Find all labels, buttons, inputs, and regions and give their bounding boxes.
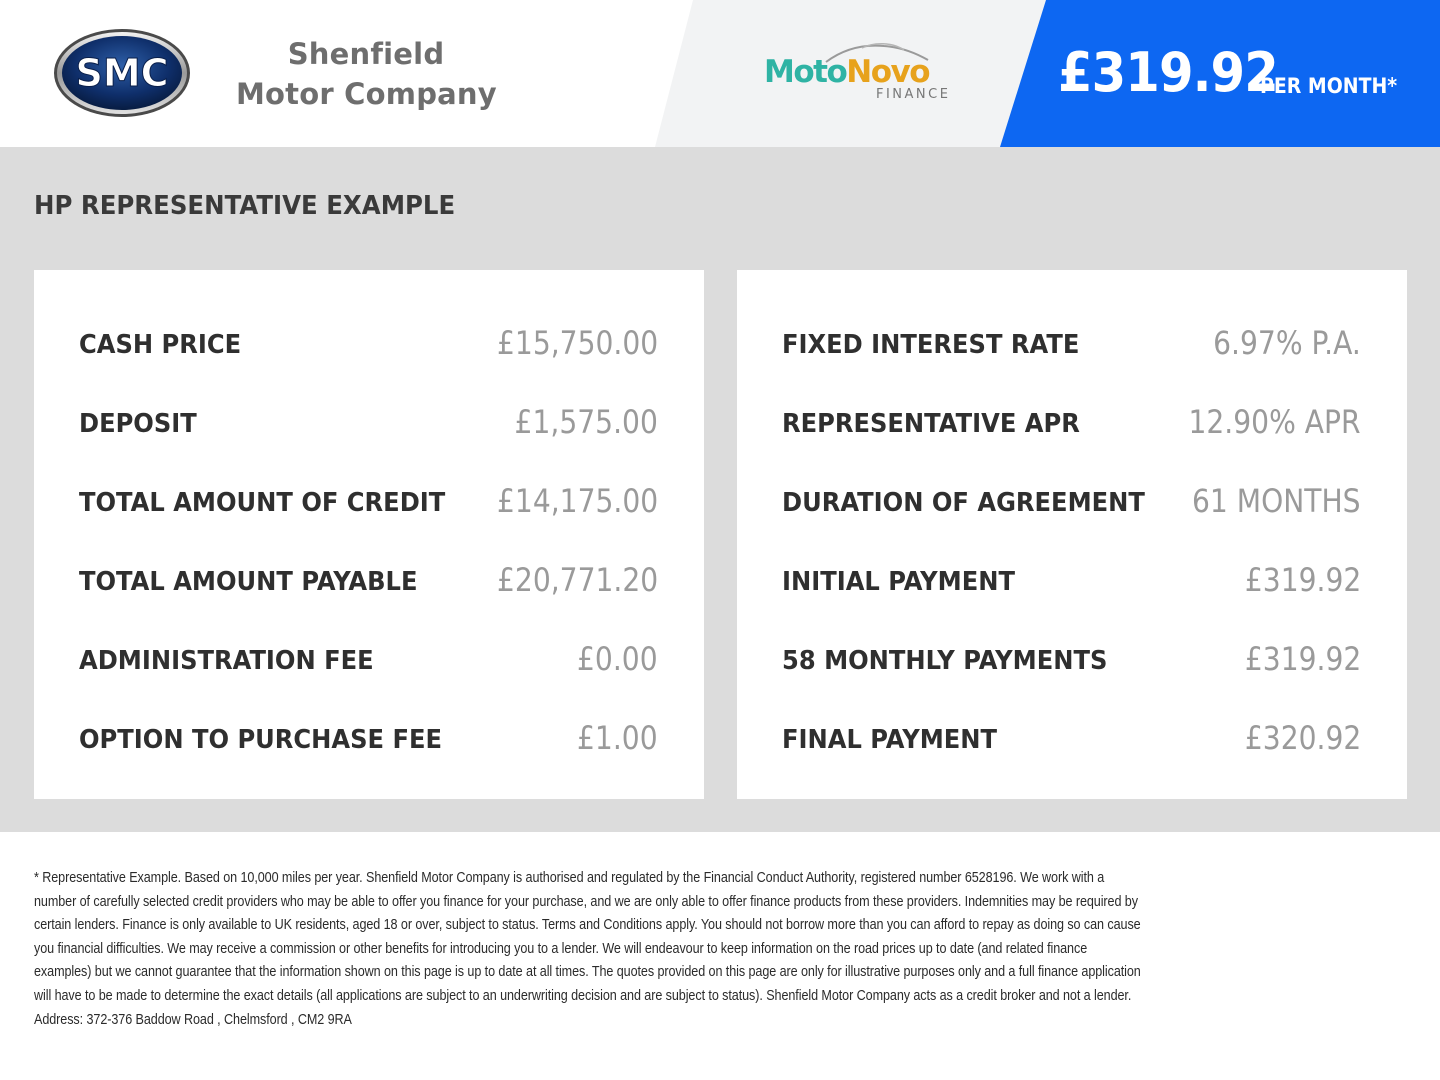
row-label: REPRESENTATIVE APR — [782, 409, 1080, 439]
disclaimer-text: * Representative Example. Based on 10,000 miles per year. Shenfield Motor Company is authorised and regulated by the Financial Conduct Authority, registered number 6528196. We work with a number of carefully selected credit providers who may be able to offer you finance for your purchase, and we are only able to offer finance products from these providers. Indemnities may be required by certain lenders. Finance is only available to UK residents, aged 18 or over, subject to status. Terms and Conditions apply. You should not borrow more than you can afford to repay as doing so can cause you financial difficulties. We may receive a commission or other benefits for introducing you to a lender. We will endeavour to keep information on the road prices up to date (and related finance examples) but we cannot guarantee that the information shown on this page is up to date at all times. The quotes provided on this page are only for illustrative purposes only and a full finance application will have to be made to determine the exact details (all applications are subject to an underwriting decision and are subject to status). Shenfield Motor Company acts as a credit broker and not a lender. Address: 372-376 Baddow Road , Chelmsford , CM2 9RA — [34, 869, 1141, 1028]
row-label: 58 MONTHLY PAYMENTS — [782, 646, 1108, 676]
section-title: HP REPRESENTATIVE EXAMPLE — [34, 191, 456, 221]
row-initial-payment — [782, 562, 1361, 602]
row-option-to-purchase-fee — [79, 720, 658, 760]
row-label: TOTAL AMOUNT OF CREDIT — [79, 488, 446, 518]
row-label: DURATION OF AGREEMENT — [782, 488, 1145, 518]
row-total-amount-payable — [79, 562, 658, 602]
row-value: £319.92 — [1244, 561, 1361, 599]
row-value: £1,575.00 — [514, 403, 658, 441]
svg-text:SMC: SMC — [75, 51, 169, 95]
representative-example-section — [0, 147, 1440, 832]
row-value: £320.92 — [1244, 719, 1361, 757]
row-value: 6.97% P.A. — [1213, 324, 1361, 362]
row-value: £1.00 — [577, 719, 658, 757]
row-representative-apr — [782, 404, 1361, 444]
row-label: OPTION TO PURCHASE FEE — [79, 725, 443, 755]
row-cash-price — [79, 325, 658, 365]
row-administration-fee — [79, 641, 658, 681]
row-fixed-interest-rate — [782, 325, 1361, 365]
row-value: £14,175.00 — [496, 482, 658, 520]
row-value: £20,771.20 — [496, 561, 658, 599]
company-name-line1: Shenfield — [287, 37, 445, 71]
motonovo-finance-label: FINANCE — [876, 87, 951, 102]
row-label: INITIAL PAYMENT — [782, 567, 1015, 597]
header-banner — [0, 0, 1440, 147]
row-label: CASH PRICE — [79, 330, 242, 360]
row-label: TOTAL AMOUNT PAYABLE — [79, 567, 418, 597]
row-label: DEPOSIT — [79, 409, 197, 439]
row-deposit — [79, 404, 658, 444]
row-value: £15,750.00 — [496, 324, 658, 362]
company-name — [236, 34, 496, 114]
motonovo-novo: Novo — [846, 54, 930, 90]
row-value: £0.00 — [577, 640, 658, 678]
row-duration-of-agreement — [782, 483, 1361, 523]
row-value: 12.90% APR — [1188, 403, 1361, 441]
row-value: 61 MONTHS — [1192, 482, 1361, 520]
row-value: £319.92 — [1244, 640, 1361, 678]
row-label: ADMINISTRATION FEE — [79, 646, 374, 676]
row-monthly-payments — [782, 641, 1361, 681]
finance-summary-card-right — [737, 270, 1407, 799]
row-final-payment — [782, 720, 1361, 760]
row-label: FINAL PAYMENT — [782, 725, 998, 755]
monthly-price: £319.92 — [1058, 41, 1278, 104]
smc-logo — [52, 27, 192, 119]
row-label: FIXED INTEREST RATE — [782, 330, 1080, 360]
motonovo-wordmark — [764, 54, 929, 90]
motonovo-moto: Moto — [764, 54, 847, 90]
monthly-price-label: PER MONTH* — [1260, 74, 1398, 98]
finance-summary-card-left — [34, 270, 704, 799]
company-name-line2: Motor Company — [236, 77, 497, 111]
motonovo-finance-logo — [764, 40, 951, 104]
row-total-amount-of-credit — [79, 483, 658, 523]
